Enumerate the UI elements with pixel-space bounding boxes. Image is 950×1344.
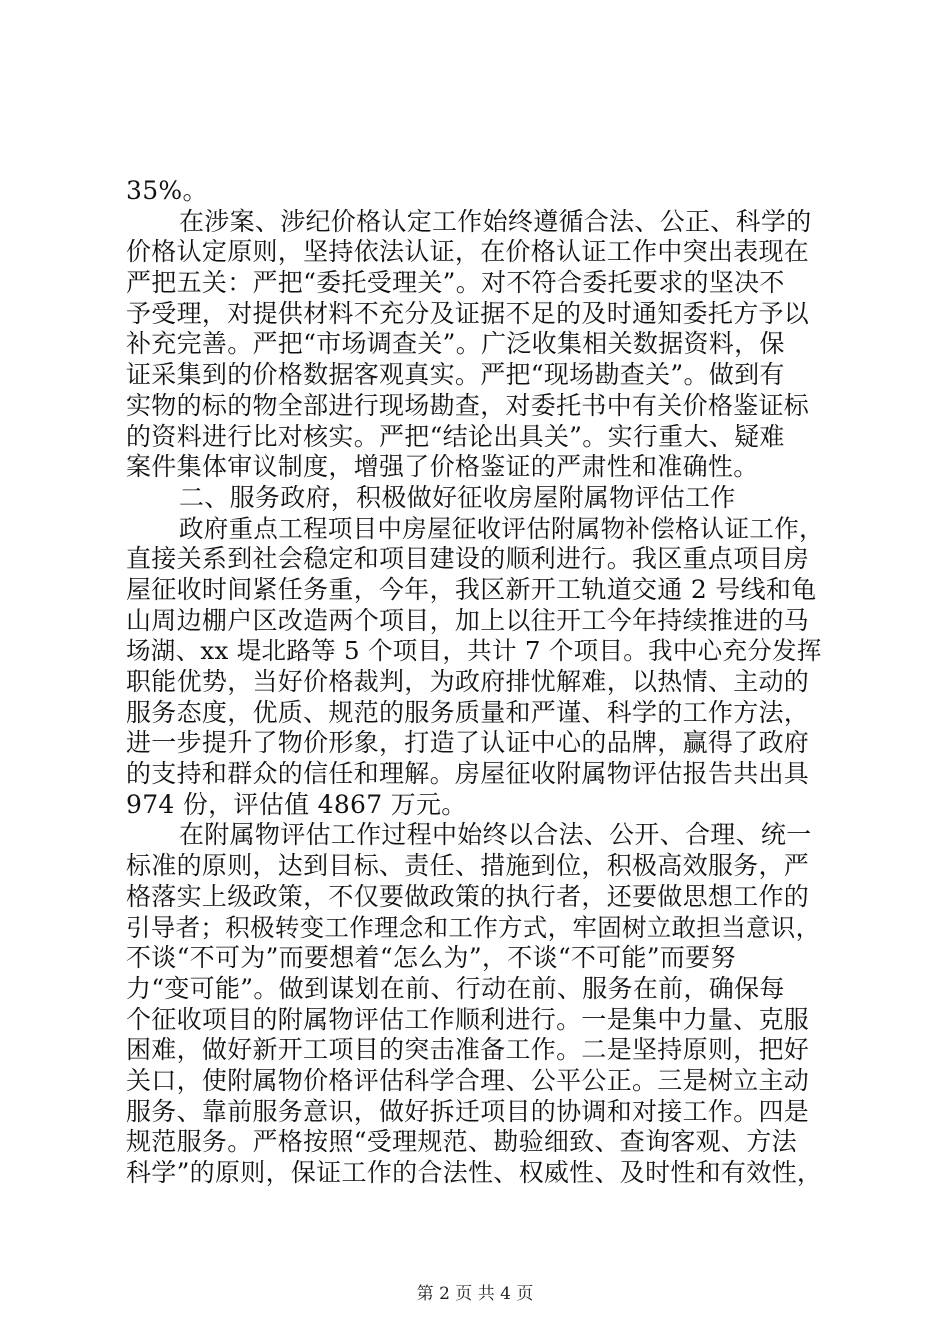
text-line: 科学”的原则，保证工作的合法性、权威性、及时性和有效性， (126, 1158, 823, 1187)
text-line: 补充完善。严把“市场调查关”。广泛收集相关数据资料，保 (126, 329, 785, 359)
text-line: 服务态度，优质、规范的服务质量和严谨、科学的工作方法， (126, 697, 810, 727)
text-line: 35%。 (126, 176, 208, 205)
text-line: 不谈“不可为”而要想着“怎么为”，不谈“不可能”而要努 (126, 943, 736, 973)
text-line: 山周边棚户区改造两个项目，加上以往开工今年持续推进的马 (126, 605, 810, 635)
text-line: 证采集到的价格数据客观真实。严把“现场勘查关”。做到有 (126, 360, 785, 390)
page-footer: 第 2 页 共 4 页 (416, 1284, 534, 1304)
text-line: 实物的标的物全部进行现场勘查，对委托书中有关价格鉴证标 (126, 390, 810, 420)
text-line: 关口，使附属物价格评估科学合理、公平公正。三是树立主动 (126, 1065, 810, 1095)
text-line: 进一步提升了物价形象，打造了认证中心的品牌，赢得了政府 (126, 728, 810, 758)
text-line: 价格认定原则，坚持依法认证，在价格认证工作中突出表现在 (126, 237, 810, 267)
text-line: 标准的原则，达到目标、责任、措施到位，积极高效服务，严 (126, 851, 810, 881)
text-line: 场湖、xx 堤北路等 5 个项目，共计 7 个项目。我中心充分发挥 (126, 636, 822, 666)
document-body (126, 176, 826, 1189)
text-line: 个征收项目的附属物评估工作顺利进行。一是集中力量、克服 (126, 1004, 810, 1034)
text-line: 在涉案、涉纪价格认定工作始终遵循合法、公正、科学的 (179, 206, 812, 236)
text-line: 引导者；积极转变工作理念和工作方式，牢固树立敢担当意识， (126, 912, 821, 942)
text-line: 二、服务政府，积极做好征收房屋附属物评估工作 (179, 482, 736, 512)
text-line: 严把五关：严把“委托受理关”。对不符合委托要求的坚决不 (126, 268, 785, 298)
text-line: 政府重点工程项目中房屋征收评估附属物补偿格认证工作， (179, 513, 824, 543)
text-line: 力“变可能”。做到谋划在前、行动在前、服务在前，确保每 (126, 973, 785, 1003)
text-line: 在附属物评估工作过程中始终以合法、公开、合理、统一 (179, 820, 812, 850)
text-line: 格落实上级政策，不仅要做政策的执行者，还要做思想工作的 (126, 881, 810, 911)
text-line: 屋征收时间紧任务重，今年，我区新开工轨道交通 2 号线和龟 (126, 574, 817, 604)
text-line: 案件集体审议制度，增强了价格鉴证的严肃性和准确性。 (126, 452, 759, 482)
text-line: 直接关系到社会稳定和项目建设的顺利进行。我区重点项目房 (126, 544, 810, 574)
text-line: 予受理，对提供材料不充分及证据不足的及时通知委托方予以 (126, 298, 810, 328)
text-line: 职能优势，当好价格裁判，为政府排忧解难，以热情、主动的 (126, 667, 810, 696)
text-line: 的支持和群众的信任和理解。房屋征收附属物评估报告共出具 (126, 759, 810, 789)
text-line: 服务、靠前服务意识，做好拆迁项目的协调和对接工作。四是 (126, 1096, 810, 1126)
text-line: 规范服务。严格按照“受理规范、勘验细致、查询客观、方法 (126, 1127, 797, 1157)
text-line: 困难，做好新开工项目的突击准备工作。二是坚持原则，把好 (126, 1035, 810, 1065)
text-line: 的资料进行比对核实。严把“结论出具关”。实行重大、疑难 (126, 421, 785, 451)
text-line: 974 份，评估值 4867 万元。 (126, 789, 467, 819)
